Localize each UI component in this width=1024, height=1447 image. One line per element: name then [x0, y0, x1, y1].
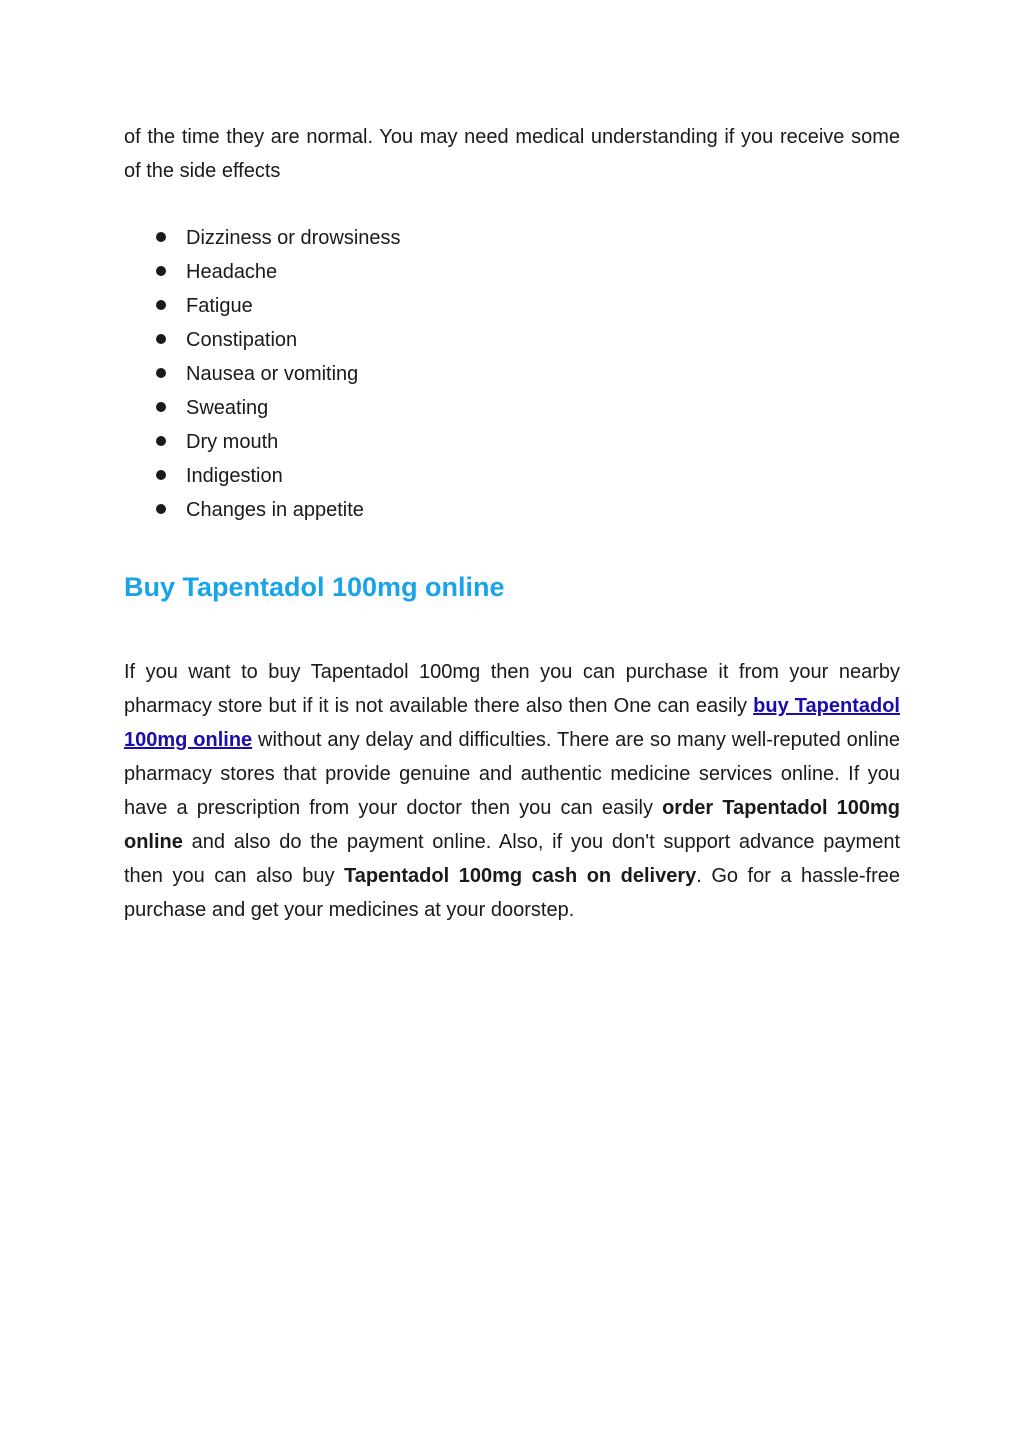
- bullet-icon: [156, 368, 166, 378]
- list-item-label: Dizziness or drowsiness: [186, 227, 401, 249]
- paragraph-text: If you want to buy Tapentadol 100mg then you can purchase it from your nearby pharmacy store but if it is not available there also then One can easily: [124, 661, 900, 717]
- list-item: [156, 357, 900, 391]
- section-heading: Buy Tapentadol 100mg online: [124, 572, 505, 602]
- list-item-label: Sweating: [186, 397, 269, 419]
- list-item-label: Indigestion: [186, 465, 283, 487]
- list-item-label: Fatigue: [186, 295, 253, 317]
- list-item: [156, 323, 900, 357]
- list-item-label: Constipation: [186, 329, 298, 351]
- paragraph-text: and also do the payment online. Also, if you don't support advance payment then you can also buy: [124, 831, 900, 887]
- list-item: [156, 493, 900, 527]
- list-item: [156, 459, 900, 493]
- bullet-icon: [156, 300, 166, 310]
- list-item: [156, 221, 900, 255]
- list-item: [156, 425, 900, 459]
- bullet-icon: [156, 402, 166, 412]
- list-item: [156, 255, 900, 289]
- list-item-label: Headache: [186, 261, 278, 283]
- bullet-icon: [156, 334, 166, 344]
- bullet-icon: [156, 504, 166, 514]
- bullet-icon: [156, 470, 166, 480]
- list-item: [156, 391, 900, 425]
- bold-text: Tapentadol 100mg cash on delivery: [343, 865, 697, 887]
- list-item-label: Nausea or vomiting: [186, 363, 359, 385]
- body-paragraph: [124, 655, 900, 927]
- bullet-icon: [156, 266, 166, 276]
- bullet-icon: [156, 232, 166, 242]
- bold-text: order Tapentadol 100mg online: [124, 797, 901, 853]
- list-item-label: Changes in appetite: [186, 499, 364, 521]
- document-page: [124, 120, 900, 927]
- bullet-icon: [156, 436, 166, 446]
- side-effects-list: [124, 221, 900, 527]
- paragraph-text: . Go for a hassle-free purchase and get your medicines at your doorstep.: [124, 865, 900, 921]
- paragraph-text: without any delay and difficulties. There are so many well-reputed online pharmacy stores that provide genuine and authentic medicine services online. If you have a prescription from your doctor then you can easily: [124, 729, 900, 819]
- buy-online-link[interactable]: buy Tapentadol 100mg online: [124, 695, 900, 751]
- list-item: [156, 289, 900, 323]
- intro-paragraph: of the time they are normal. You may need medical understanding if you receive some of the side effects: [124, 126, 900, 182]
- list-item-label: Dry mouth: [186, 431, 279, 453]
